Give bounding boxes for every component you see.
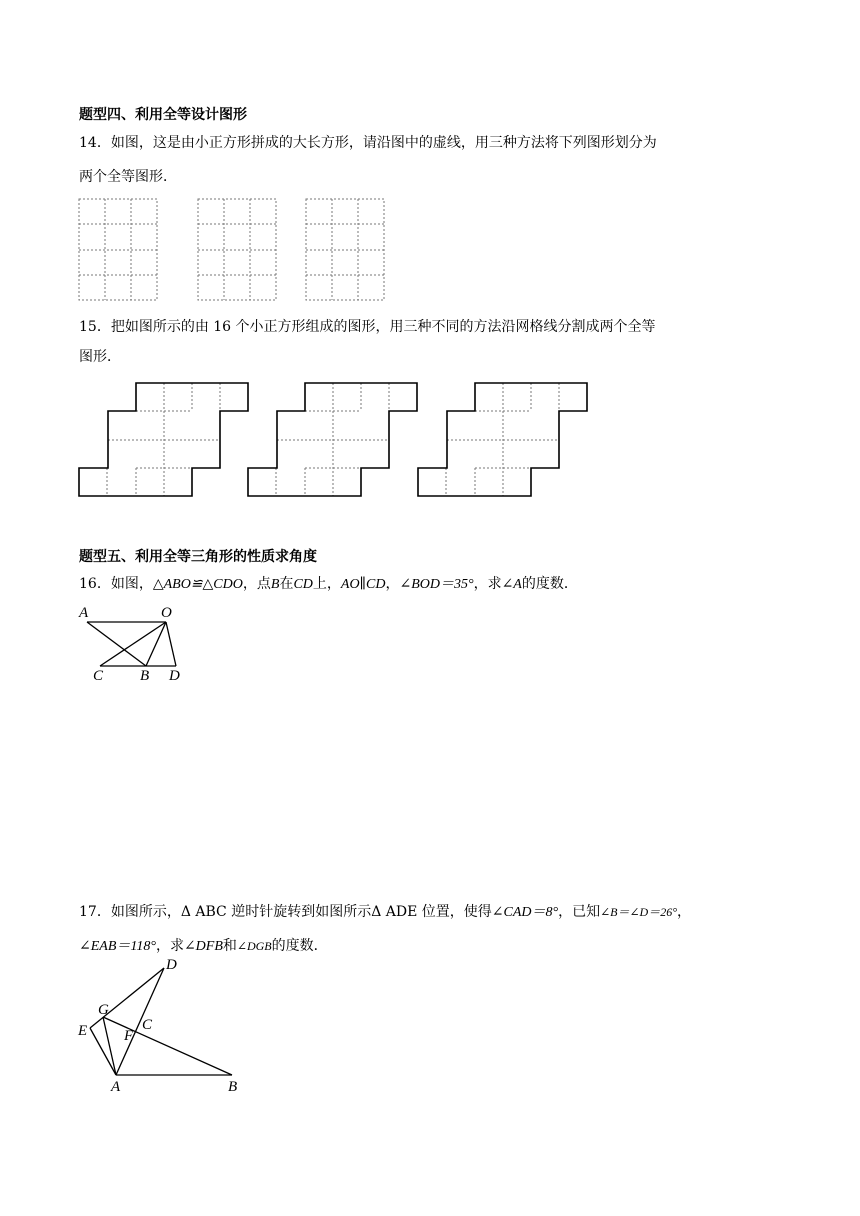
q17-eab: ∠EAB＝118° [79, 939, 156, 954]
q14-line1: 14．如图，这是由小正方形拼成的大长方形，请沿图中的虚线，用三种方法将下列图形划分为 [79, 135, 657, 151]
q15-line1: 15．把如图所示的由 16 个小正方形组成的图形，用三种不同的方法沿网格线分割成两个全等 [79, 319, 656, 335]
q16-label-d: D [169, 668, 180, 684]
q16-label-o: O [161, 605, 172, 621]
q14-grid-1 [79, 199, 157, 300]
q16-label-b: B [140, 668, 150, 684]
q17-part3: ， [677, 904, 692, 920]
q16-angle: ∠BOD＝35° [399, 577, 474, 592]
q16-t6: 的度数． [521, 576, 578, 592]
q16-segment: CD [293, 577, 313, 592]
q17-part6: 的度数． [271, 938, 328, 954]
q16-text [79, 570, 578, 599]
q17-label-b: B [228, 1079, 238, 1095]
q17-label-g: G [98, 1002, 109, 1018]
q17-label-e: E [78, 1023, 88, 1039]
q15-line2: 图形． [79, 349, 121, 365]
q16-label-c: C [93, 668, 104, 684]
q17-part1: 17．如图所示，Δ ABC 逆时针旋转到如图所示Δ ADE 位置，使得 [79, 904, 492, 920]
q17-dfb: ∠DFB [183, 939, 223, 954]
q16-t3: 上， [312, 576, 341, 592]
q17-part5: 和 [222, 938, 237, 954]
q17-part2: ，已知 [558, 904, 601, 920]
q17-cad: ∠CAD＝8° [491, 905, 559, 920]
q16-number: 16．如图， [79, 576, 153, 592]
q17-label-a: A [111, 1079, 121, 1095]
q17-figure [0, 955, 280, 1100]
q16-point: B [270, 577, 280, 592]
q14-grid-2 [198, 199, 276, 300]
q16-label-a: A [79, 605, 89, 621]
q16-t1: ，点 [242, 576, 271, 592]
q15-staircase-1 [79, 383, 248, 496]
q17-dgb: ∠DGB [236, 939, 272, 953]
section-heading-4: 题型四、利用全等设计图形 [79, 107, 247, 123]
q15-staircase-figures [0, 370, 860, 510]
q14-grid-3 [306, 199, 384, 300]
q14-line2: 两个全等图形． [79, 169, 177, 185]
q16-figure [0, 600, 260, 690]
section-heading-5: 题型五、利用全等三角形的性质求角度 [79, 549, 317, 565]
q14-grid-figures [0, 0, 860, 320]
q17-bd: ∠B＝∠D＝26° [600, 905, 678, 919]
q15-staircase-2 [248, 383, 417, 496]
q16-parallel: AO∥CD [340, 577, 386, 592]
q16-t4: ， [385, 576, 400, 592]
q17-part4: ，求 [155, 938, 184, 954]
q16-t2: 在 [279, 576, 294, 592]
q16-target: ∠A [501, 577, 522, 592]
q16-congruence: △ABO≌△CDO [152, 577, 243, 592]
q17-label-c: C [142, 1017, 153, 1033]
q15-staircase-3 [418, 383, 587, 496]
q17-label-d: D [166, 957, 177, 973]
q17-line1 [79, 898, 691, 927]
q16-t5: ，求 [473, 576, 502, 592]
q17-label-f: F [124, 1028, 134, 1044]
